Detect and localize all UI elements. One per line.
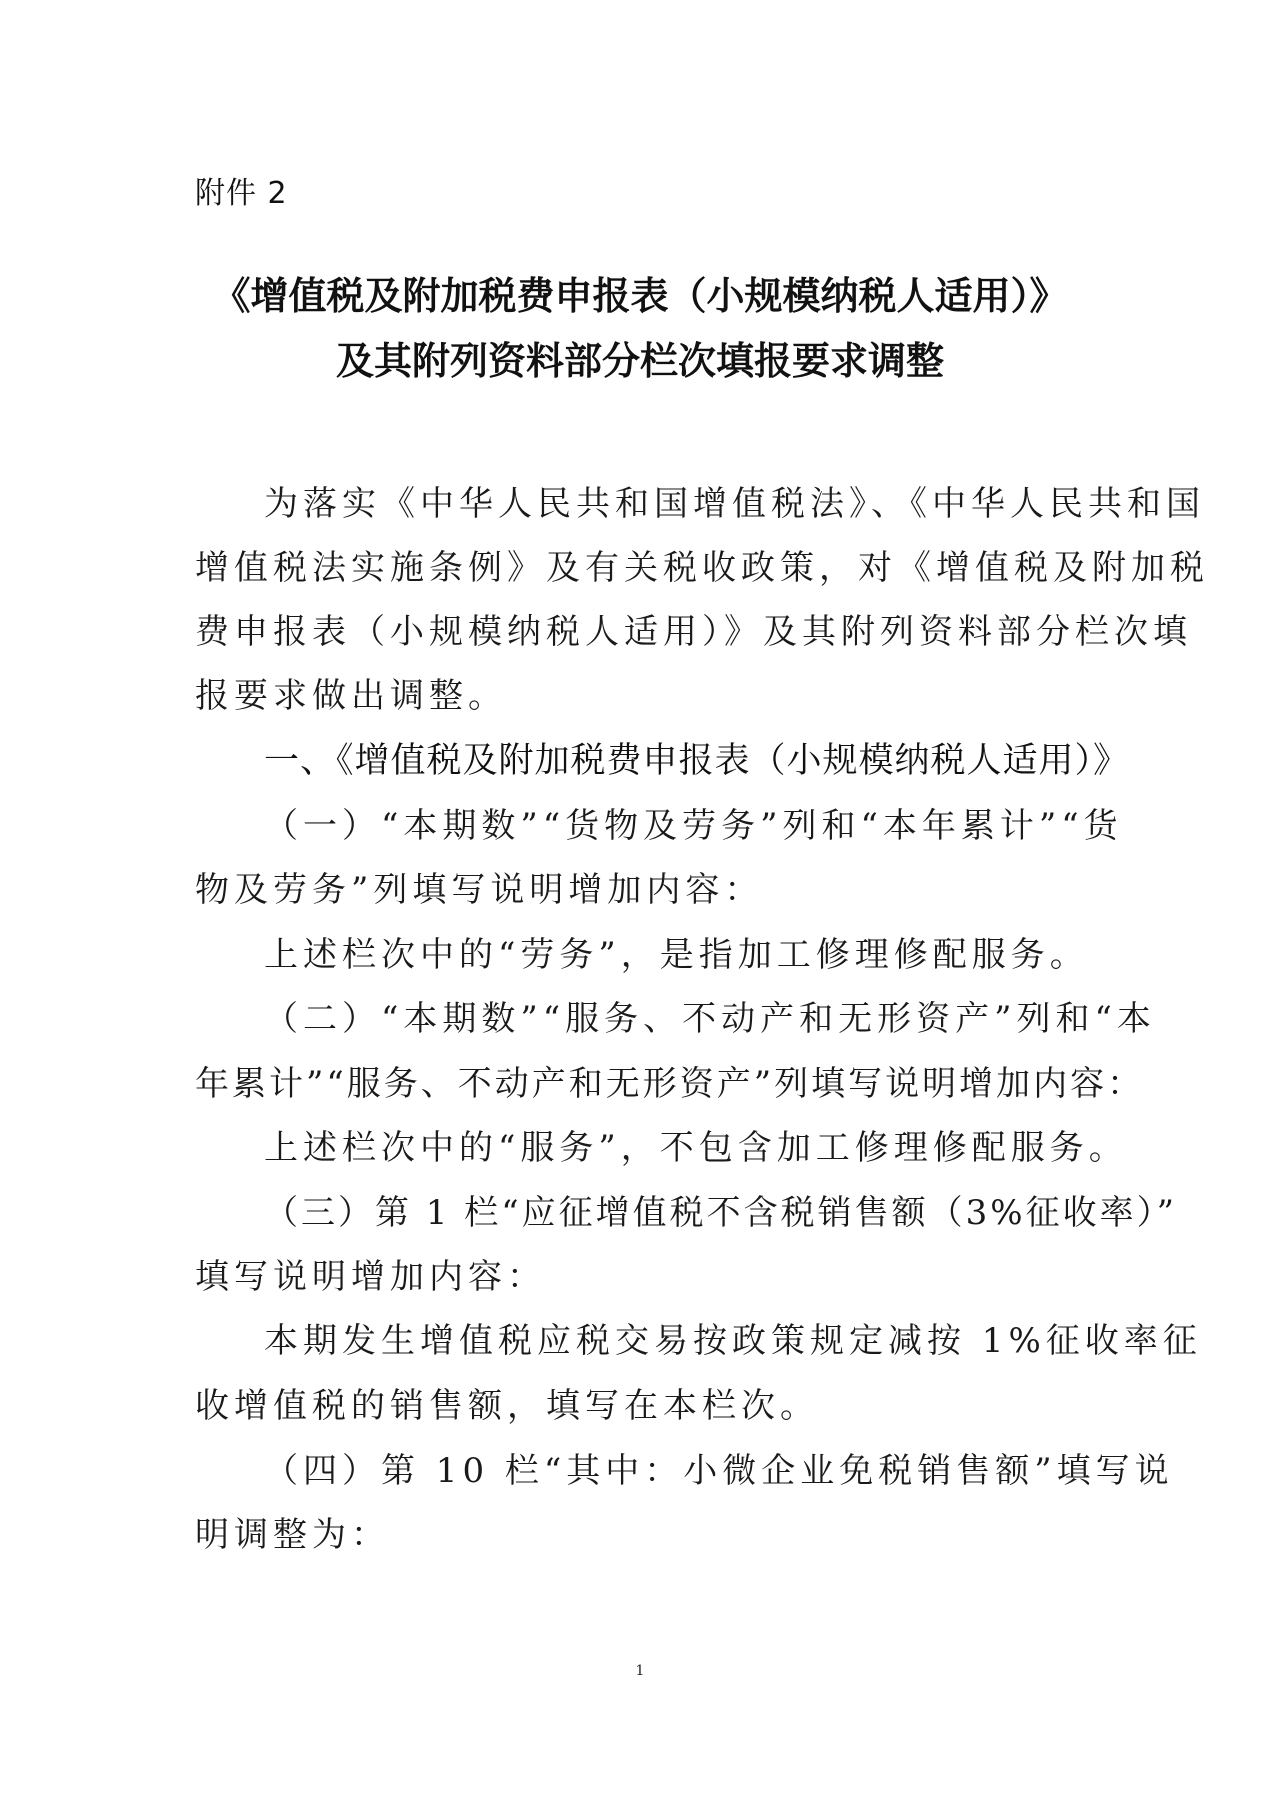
intro-line-4: 报要求做出调整。 [195, 676, 507, 716]
document-title-line-2: 及其附列资料部分栏次填报要求调整 [335, 339, 944, 383]
document-title-line-1: 《增值税及附加税费申报表（小规模纳税人适用）》 [212, 274, 1068, 318]
section-1-heading: 一、《增值税及附加税费申报表（小规模纳税人适用）》 [264, 741, 1130, 781]
intro-line-1: 为落实《中华人民共和国增值税法》、《中华人民共和国 [264, 484, 1205, 524]
item-1-line-2: 物及劳务”列填写说明增加内容： [195, 870, 764, 910]
item-2-line-1: （二）“本期数”“服务、不动产和无形资产”列和“本 [264, 999, 1156, 1039]
item-3-content-line-1: 本期发生增值税应税交易按政策规定减按 1%征收率征 [264, 1321, 1202, 1361]
item-3-line-2: 填写说明增加内容： [195, 1257, 546, 1297]
intro-line-3: 费申报表（小规模纳税人适用）》及其附列资料部分栏次填 [195, 612, 1192, 652]
item-3-line-1: （三）第 1 栏“应征增值税不含税销售额（3%征收率）” [264, 1193, 1177, 1233]
item-2-content: 上述栏次中的“服务”，不包含加工修理修配服务。 [264, 1128, 1128, 1168]
item-1-content: 上述栏次中的“劳务”，是指加工修理修配服务。 [264, 935, 1089, 975]
page-number: 1 [635, 1663, 645, 1679]
item-4-line-1: （四）第 10 栏“其中：小微企业免税销售额”填写说 [264, 1451, 1174, 1491]
item-2-line-2: 年累计”“服务、不动产和无形资产”列填写说明增加内容： [195, 1064, 1145, 1104]
item-1-line-1: （一）“本期数”“货物及劳务”列和“本年累计”“货 [264, 806, 1123, 846]
item-3-content-line-2: 收增值税的销售额，填写在本栏次。 [195, 1386, 819, 1426]
intro-line-2: 增值税法实施条例》及有关税收政策，对《增值税及附加税 [195, 548, 1209, 588]
item-4-line-2: 明调整为： [195, 1515, 390, 1555]
attachment-label: 附件 2 [195, 176, 288, 211]
